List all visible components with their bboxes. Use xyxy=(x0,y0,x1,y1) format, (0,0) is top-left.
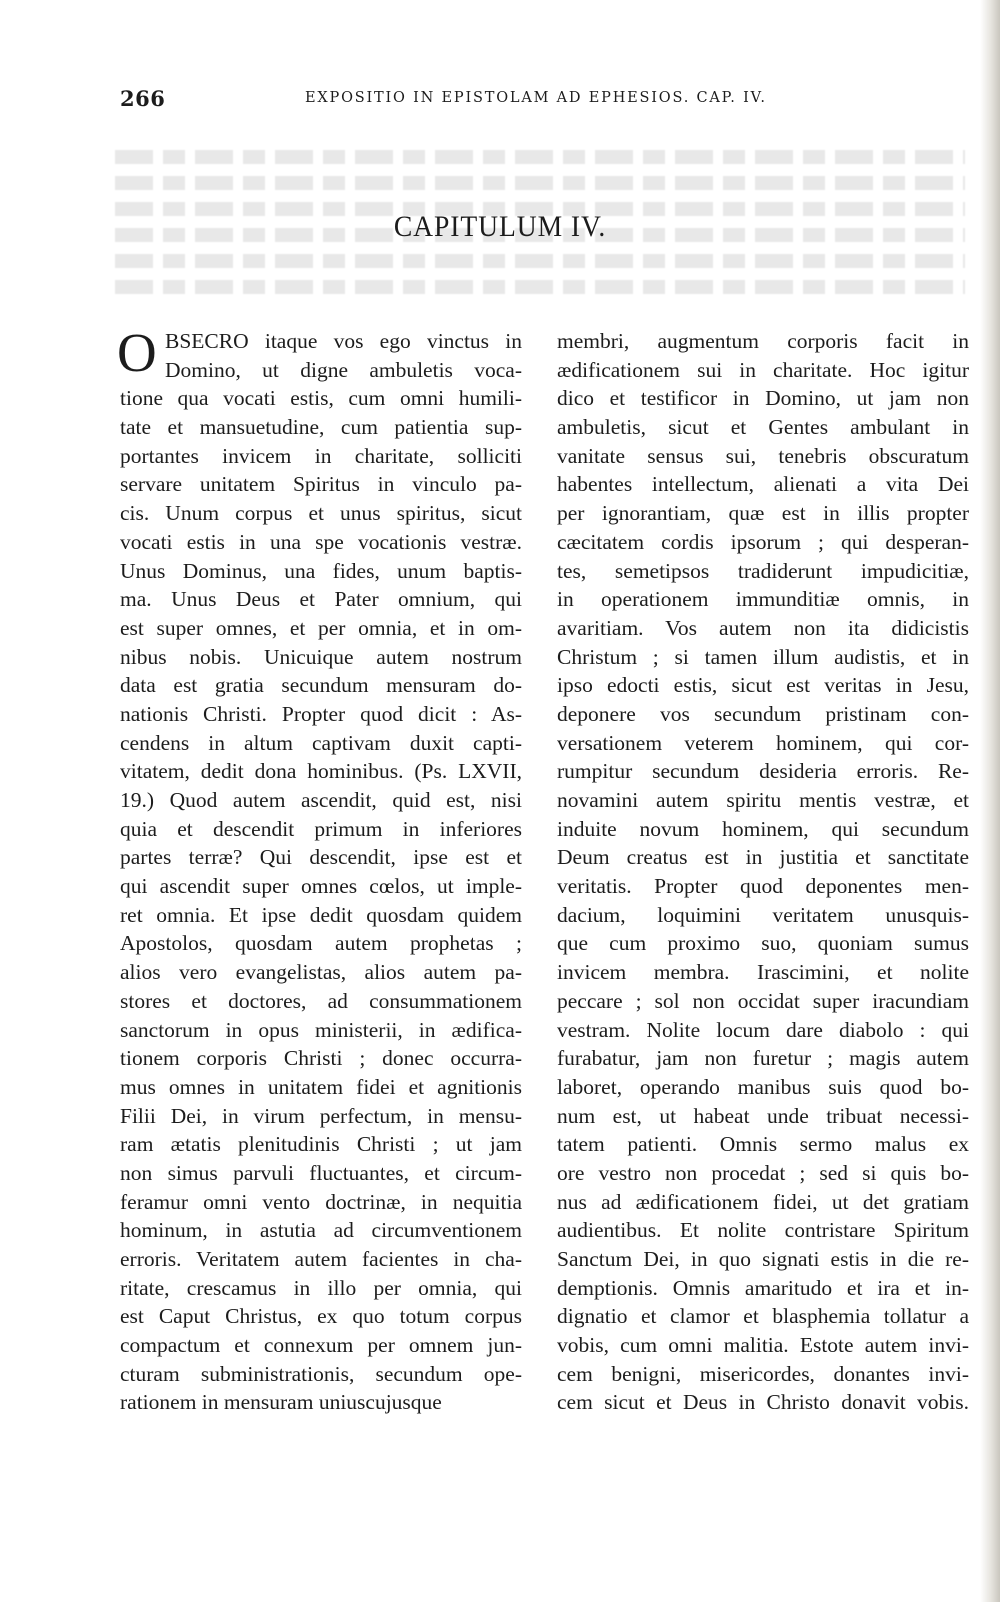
text-line: novamini autem spiritu mentis vestræ, et xyxy=(557,788,969,812)
text-line: Sanctum Dei, in quo signati estis in die re- xyxy=(557,1247,969,1271)
binding-shadow xyxy=(980,0,1000,1602)
text-line: per ignorantiam, quæ est in illis propter xyxy=(557,501,969,526)
text-line: cæcitatem cordis ipsorum ; qui desperan- xyxy=(557,529,969,554)
text-line: est Caput Christus, ex quo totum corpus xyxy=(120,1304,522,1329)
text-line: hominum, in astutia ad circumventionem xyxy=(120,1218,522,1243)
text-line: tatem patienti. Omnis sermo malus ex xyxy=(557,1132,969,1157)
text-line: Unus Dominus, una fides, unum baptis- xyxy=(120,558,522,583)
text-line: ram ætatis plenitudinis Christi ; ut jam xyxy=(120,1132,522,1157)
text-line: tate et mansuetudine, cum patientia sup- xyxy=(120,415,522,440)
text-line: partes terræ? Qui descendit, ipse est et xyxy=(120,845,522,870)
chapter-title: CAPITULUM IV. xyxy=(393,210,607,243)
text-line: ore vestro non procedat ; sed si quis bo- xyxy=(557,1160,969,1185)
text-line: mus omnes in unitatem fidei et agnitionis xyxy=(120,1074,522,1099)
text-line: cem sicut et Deus in Christo donavit vobis. xyxy=(557,1390,969,1415)
text-line: Filii Dei, in virum perfectum, in mensu- xyxy=(120,1103,522,1128)
text-line: dico et testificor in Domino, ut jam non xyxy=(557,386,969,411)
text-line: quia et descendit primum in inferiores xyxy=(120,816,522,841)
text-line: demptionis. Omnis amaritudo et ira et in- xyxy=(557,1275,969,1300)
text-line: ret omnia. Et ipse dedit quosdam quidem xyxy=(120,902,522,927)
text-line: ambuletis, sicut et Gentes ambulant in xyxy=(557,415,969,440)
text-line: peccare ; sol non occidat super iracundiam xyxy=(557,988,969,1013)
text-line: alios vero evangelistas, alios autem pa- xyxy=(120,960,522,985)
text-line: vestram. Nolite locum dare diabolo : qui xyxy=(557,1017,969,1042)
text-line: non simus parvuli fluctuantes, et circum- xyxy=(120,1160,522,1185)
text-line: sanctorum in opus ministerii, in ædifica- xyxy=(120,1017,522,1042)
page-number: 266 xyxy=(120,86,166,111)
text-line: cendens in altum captivam duxit capti- xyxy=(120,730,522,755)
running-head: EXPOSITIO IN EPISTOLAM AD EPHESIOS. CAP. IV. xyxy=(305,90,767,106)
text-line: tione qua vocati estis, cum omni humili- xyxy=(120,386,522,411)
text-line: cem benigni, misericordes, donantes invi- xyxy=(557,1361,969,1386)
text-line: tes, semetipsos tradiderunt impudicitiæ, xyxy=(557,558,969,583)
text-line: versationem veterem hominem, qui cor- xyxy=(557,730,969,755)
text-line: servare unitatem Spiritus in vinculo pa- xyxy=(120,472,522,497)
text-line: BSECRO itaque vos ego vinctus in xyxy=(165,329,522,353)
text-line: induite novum hominem, qui secundum xyxy=(557,816,969,841)
text-line: feramur omni vento doctrinæ, in nequitia xyxy=(120,1189,522,1214)
text-line: audientibus. Et nolite contristare Spiritum xyxy=(557,1218,969,1243)
text-line: cis. Unum corpus et unus spiritus, sicut xyxy=(120,501,522,526)
text-line: vocati estis in una spe vocationis vestræ. xyxy=(120,529,522,554)
text-line: Deum creatus est in justitia et sanctitate xyxy=(557,845,969,870)
text-line: ma. Unus Deus et Pater omnium, qui xyxy=(120,587,522,612)
text-line: rumpitur secundum desideria erroris. Re- xyxy=(557,759,969,784)
text-line: ritate, crescamus in illo per omnia, qui xyxy=(120,1275,522,1300)
text-line: Apostolos, quosdam autem prophetas ; xyxy=(120,931,522,956)
drop-cap: O xyxy=(117,322,157,383)
text-line: 19.) Quod autem ascendit, quid est, nisi xyxy=(120,788,522,812)
text-line: dacium, loquimini veritatem unusquis- xyxy=(557,902,969,927)
text-line: nationis Christi. Propter quod dicit : As- xyxy=(120,701,522,726)
text-line: Domino, ut digne ambuletis voca- xyxy=(165,357,522,382)
page-header xyxy=(120,86,820,122)
text-line: veritatis. Propter quod deponentes men- xyxy=(557,874,969,899)
text-line: avaritiam. Vos autem non ita didicistis xyxy=(557,615,969,640)
text-line: stores et doctores, ad consummationem xyxy=(120,988,522,1013)
text-line: dignatio et clamor et blasphemia tollatur a xyxy=(557,1304,969,1329)
text-line: membri, augmentum corporis facit in xyxy=(557,329,969,353)
text-line: qui ascendit super omnes cœlos, ut imple- xyxy=(120,874,522,899)
text-line: est super omnes, et per omnia, et in om- xyxy=(120,615,522,640)
text-line: erroris. Veritatem autem facientes in cha- xyxy=(120,1247,522,1271)
text-line: laboret, operando manibus suis quod bo- xyxy=(557,1074,969,1099)
text-line: tionem corporis Christi ; donec occurra- xyxy=(120,1046,522,1071)
text-line: Christum ; si tamen illum audistis, et in xyxy=(557,644,969,669)
text-line: data est gratia secundum mensuram do- xyxy=(120,673,522,698)
text-line: cturam subministrationis, secundum ope- xyxy=(120,1361,522,1386)
text-line: num est, ut habeat unde tribuat necessi- xyxy=(557,1103,969,1128)
text-line: habentes intellectum, alienati a vita Dei xyxy=(557,472,969,497)
text-line: rationem in mensuram uniuscujusque xyxy=(120,1390,442,1415)
text-line: portantes invicem in charitate, solliciti xyxy=(120,443,522,468)
text-line: furabatur, jam non furetur ; magis autem xyxy=(557,1046,969,1071)
text-line: que cum proximo suo, quoniam sumus xyxy=(557,931,969,956)
text-line: invicem membra. Irascimini, et nolite xyxy=(557,960,969,985)
text-line: in operationem immunditiæ omnis, in xyxy=(557,587,969,612)
text-line: nibus nobis. Unicuique autem nostrum xyxy=(120,644,522,669)
text-line: ipso edocti estis, sicut est veritas in Jesu, xyxy=(557,673,969,698)
left-column xyxy=(120,327,522,1417)
right-column xyxy=(557,327,969,1417)
text-line: nus ad ædificationem fidei, ut det gratiam xyxy=(557,1189,969,1214)
text-line: compactum et connexum per omnem jun- xyxy=(120,1333,522,1358)
text-line: ædificationem sui in charitate. Hoc igitur xyxy=(557,357,969,382)
text-line: vobis, cum omni malitia. Estote autem invi- xyxy=(557,1333,969,1358)
text-line: deponere vos secundum pristinam con- xyxy=(557,701,969,726)
text-line: vitatem, dedit dona hominibus. (Ps. LXVII, xyxy=(120,759,522,784)
text-line: vanitate sensus sui, tenebris obscuratum xyxy=(557,443,969,468)
